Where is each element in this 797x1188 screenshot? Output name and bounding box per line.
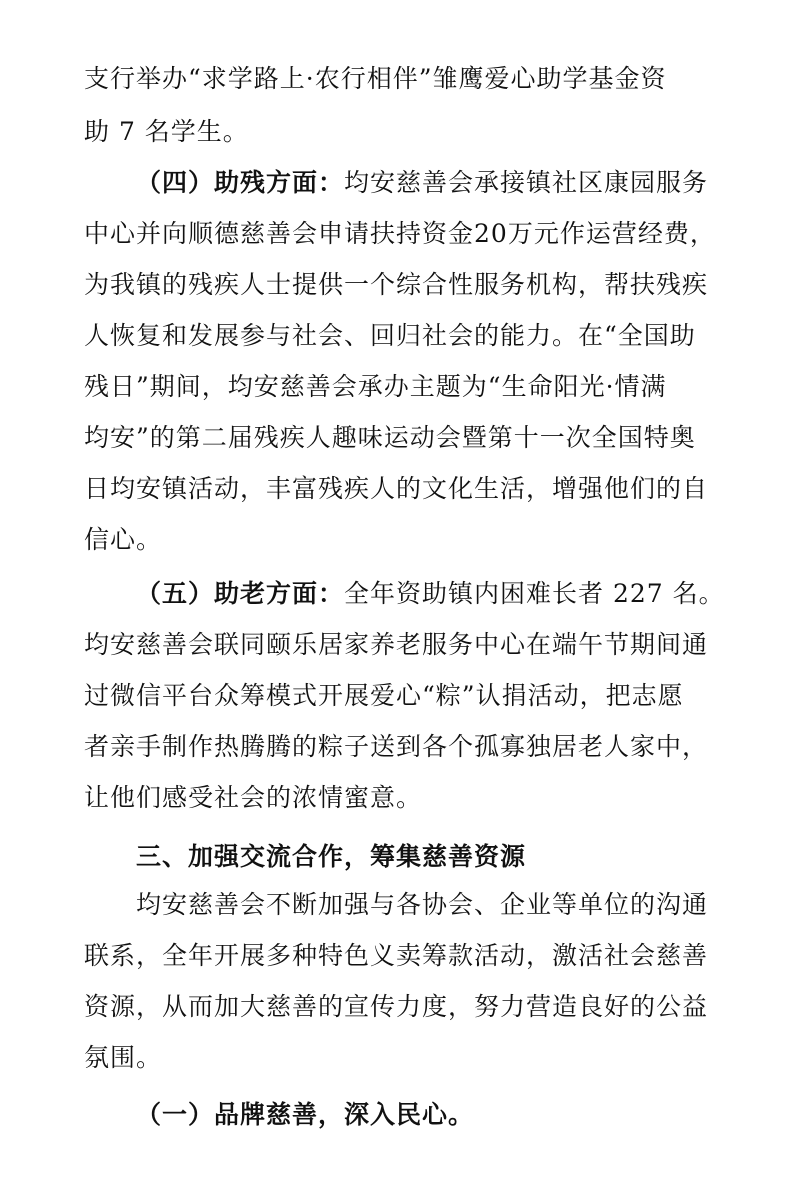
paragraph-line: 联系，全年开展多种特色义卖筹款活动，激活社会慈善 bbox=[84, 941, 709, 970]
paragraph-line bbox=[136, 577, 776, 611]
paragraph-line: 过微信平台众筹模式开展爱心“粽”认捐活动，把志愿 bbox=[84, 681, 684, 710]
paragraph-line: 中心并向顺德慈善会申请扶持资金20万元作运营经费， bbox=[84, 219, 716, 248]
paragraph-line: 让他们感受社会的浓情蜜意。 bbox=[84, 783, 423, 812]
paragraph-line: 均安慈善会联同颐乐居家养老服务中心在端午节期间通 bbox=[84, 630, 709, 659]
paragraph-line: 均安慈善会不断加强与各协会、企业等单位的沟通 bbox=[136, 890, 709, 919]
paragraph-line: 为我镇的残疾人士提供一个综合性服务机构，帮扶残疾 bbox=[84, 270, 709, 299]
paragraph-line: 资源，从而加大慈善的宣传力度，努力营造良好的公益 bbox=[84, 992, 709, 1021]
section-heading: 三、加强交流合作，筹集慈善资源 bbox=[136, 842, 527, 871]
section-lead-elderly: （五）助老方面： bbox=[136, 579, 345, 608]
paragraph-line: 残日”期间，均安慈善会承办主题为“生命阳光·情满 bbox=[84, 372, 667, 401]
paragraph-line: 氛围。 bbox=[84, 1043, 163, 1072]
paragraph-line: 日均安镇活动，丰富残疾人的文化生活，增强他们的自 bbox=[84, 474, 709, 503]
paragraph-text: 均安慈善会承接镇社区康园服务 bbox=[344, 168, 709, 197]
paragraph-line: 助 7 名学生。 bbox=[84, 117, 249, 146]
paragraph-line: 均安”的第二届残疾人趣味运动会暨第十一次全国特奥 bbox=[84, 423, 696, 452]
paragraph-text: 全年资助镇内困难长者 227 名。 bbox=[344, 579, 725, 608]
paragraph-line: 支行举办“求学路上·农行相伴”雏鹰爱心助学基金资 bbox=[84, 64, 667, 93]
paragraph-line: 信心。 bbox=[84, 525, 163, 554]
subheading: （一）品牌慈善，深入民心。 bbox=[136, 1100, 475, 1129]
section-lead-disability: （四）助残方面： bbox=[136, 168, 345, 197]
paragraph-line bbox=[136, 166, 776, 200]
paragraph-line: 者亲手制作热腾腾的粽子送到各个孤寡独居老人家中， bbox=[84, 732, 709, 761]
paragraph-line: 人恢复和发展参与社会、回归社会的能力。在“全国助 bbox=[84, 321, 696, 350]
